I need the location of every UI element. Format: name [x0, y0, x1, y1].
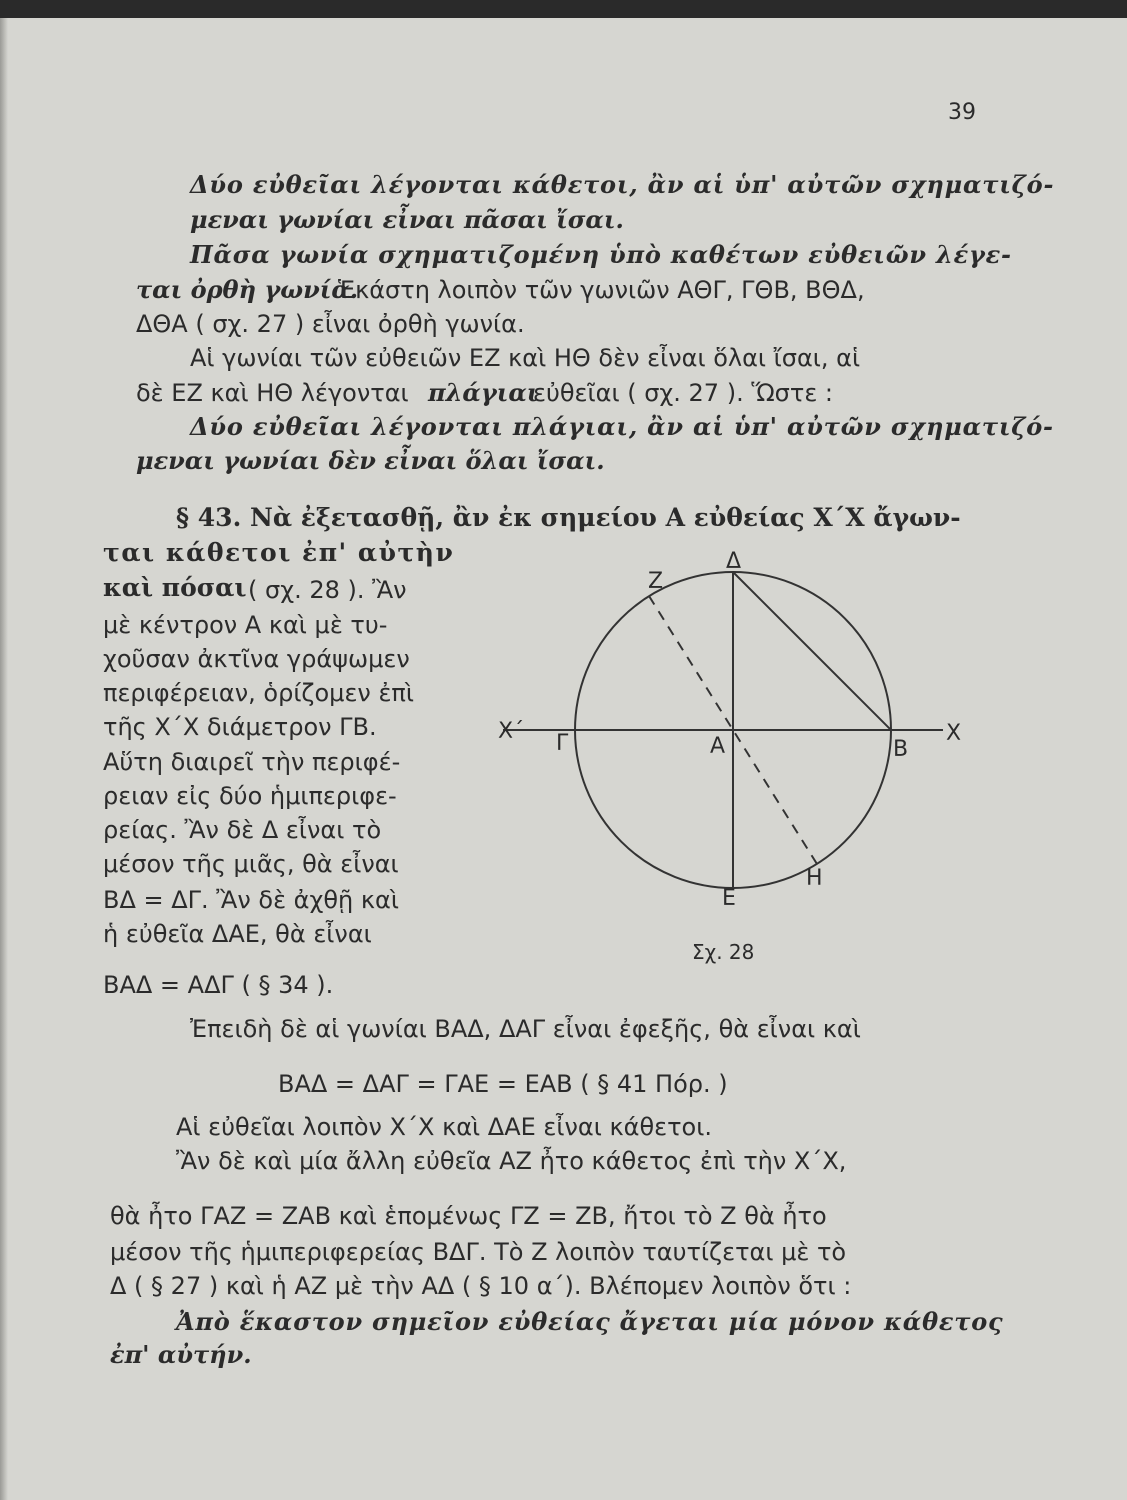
body-text-line: ἡ εὐθεῖα ΔΑΕ, θὰ εἶναι [103, 920, 372, 948]
section-43-heading: § 43. Νὰ ἐξετασθῇ, ἂν ἐκ σημείου Α εὐθείας Χ΄Χ ἄγων- [176, 503, 961, 532]
body-text-line: Αὕτη διαιρεῖ τὴν περιφέ- [103, 748, 401, 776]
dashed-zh [649, 596, 817, 864]
body-text-line: μέσον τῆς μιᾶς, θὰ εἶναι [103, 850, 399, 878]
label-xprime: Χ΄ [498, 719, 525, 744]
definition-oblique-line-1: Δύο εὐθεῖαι λέγονται πλάγιαι, ἂν αἱ ὑπ' αὐτῶν σχηματιζό- [190, 412, 1054, 441]
scan-left-shadow [0, 18, 8, 1500]
figure-caption: Σχ. 28 [692, 940, 755, 964]
body-text-line: ρειαν εἰς δύο ἡμιπεριφε- [103, 782, 397, 810]
label-x: Χ [946, 721, 962, 746]
scan-top-border [0, 0, 1127, 18]
label-b: Β [893, 737, 909, 762]
conclusion-line-2: ἐπ' αὐτήν. [110, 1340, 252, 1369]
label-a: Α [710, 734, 726, 759]
body-text-line: μὲ κέντρον Α καὶ μὲ τυ- [103, 611, 388, 639]
body-text-line: Αἱ εὐθεῖαι λοιπὸν Χ΄Χ καὶ ΔΑΕ εἶναι κάθετοι. [176, 1113, 712, 1141]
definition-right-angle-line-2: ται ὀρθὴ γωνία. [136, 275, 359, 304]
angle-equality-line: ΒΑΔ = ΑΔΓ ( § 34 ). [103, 971, 334, 999]
body-text-line: τῆς Χ΄Χ διάμετρον ΓΒ. [103, 713, 377, 741]
label-h: Η [806, 866, 823, 891]
body-text-line: χοῦσαν ἀκτῖνα γράψωμεν [103, 645, 410, 673]
body-text-line: ρείας. Ἂν δὲ Δ εἶναι τὸ [103, 816, 382, 844]
oblique-term: πλάγιαι [428, 378, 539, 407]
section-43-heading-end: καὶ πόσαι [103, 573, 247, 602]
arc-equality-line: ΒΔ = ΔΓ. Ἂν δὲ ἀχθῇ καὶ [103, 886, 399, 914]
body-text-line: Δ ( § 27 ) καὶ ἡ ΑΖ μὲ τὴν ΑΔ ( § 10 α΄). Βλέπομεν λοιπὸν ὅτι : [110, 1272, 852, 1300]
label-d: Δ [726, 549, 742, 574]
body-text-line: Ἑκάστη λοιπὸν τῶν γωνιῶν ΑΘΓ, ΓΘΒ, ΒΘΔ, [338, 276, 865, 304]
body-text-line: μέσον τῆς ἡμιπεριφερείας ΒΔΓ. Τὸ Ζ λοιπὸν ταυτίζεται μὲ τὸ [110, 1238, 847, 1266]
body-text-line: ΔΘΑ ( σχ. 27 ) εἶναι ὀρθὴ γωνία. [136, 310, 525, 338]
body-text-line: δὲ ΕΖ καὶ ΗΘ λέγονται [136, 379, 409, 407]
body-text-line: Αἱ γωνίαι τῶν εὐθειῶν ΕΖ καὶ ΗΘ δὲν εἶναι ὅλαι ἴσαι, αἱ [190, 344, 861, 372]
definition-oblique-line-2: μεναι γωνίαι δὲν εἶναι ὅλαι ἴσαι. [136, 446, 605, 475]
definition-perpendicular-line-2: μεναι γωνίαι εἶναι πᾶσαι ἴσαι. [190, 205, 624, 234]
body-text-line: ( σχ. 28 ). Ἂν [248, 576, 407, 604]
figure-circle [575, 572, 891, 888]
body-text-line: περιφέρειαν, ὁρίζομεν ἐπὶ [103, 679, 414, 707]
angle-equality-formula: ΒΑΔ = ΔΑΓ = ΓΑΕ = ΕΑΒ ( § 41 Πόρ. ) [278, 1070, 728, 1098]
body-text-line: θὰ ἦτο ΓΑΖ = ΖΑΒ καὶ ἑπομένως ΓΖ = ΖΒ, ἤτοι τὸ Ζ θὰ ἦτο [110, 1202, 827, 1230]
conclusion-line-1: Ἀπὸ ἕκαστον σημεῖον εὐθείας ἄγεται μία μόνον κάθετος [176, 1307, 1004, 1336]
label-g: Γ [556, 731, 569, 756]
chord-db [733, 572, 891, 730]
body-text-line: Ἐπειδὴ δὲ αἱ γωνίαι ΒΑΔ, ΔΑΓ εἶναι ἐφεξῆς, θὰ εἶναι καὶ [190, 1015, 861, 1043]
definition-right-angle-line-1: Πᾶσα γωνία σχηματιζομένη ὑπὸ καθέτων εὐθειῶν λέγε- [190, 240, 1012, 269]
section-43-heading-cont: ται κάθετοι ἐπ' αὐτὴν [103, 538, 455, 567]
body-text-line: Ἂν δὲ καὶ μία ἄλλη εὐθεῖα ΑΖ ἦτο κάθετος ἐπὶ τὴν Χ΄Χ, [176, 1147, 847, 1175]
page-number: 39 [948, 100, 976, 125]
label-z: Ζ [648, 569, 664, 594]
body-text-line: εὐθεῖαι ( σχ. 27 ). Ὥστε : [533, 379, 833, 407]
book-page [8, 18, 1127, 1500]
definition-perpendicular-line-1: Δύο εὐθεῖαι λέγονται κάθετοι, ἂν αἱ ὑπ' αὐτῶν σχηματιζό- [190, 170, 1055, 199]
label-e: Ε [722, 886, 736, 911]
